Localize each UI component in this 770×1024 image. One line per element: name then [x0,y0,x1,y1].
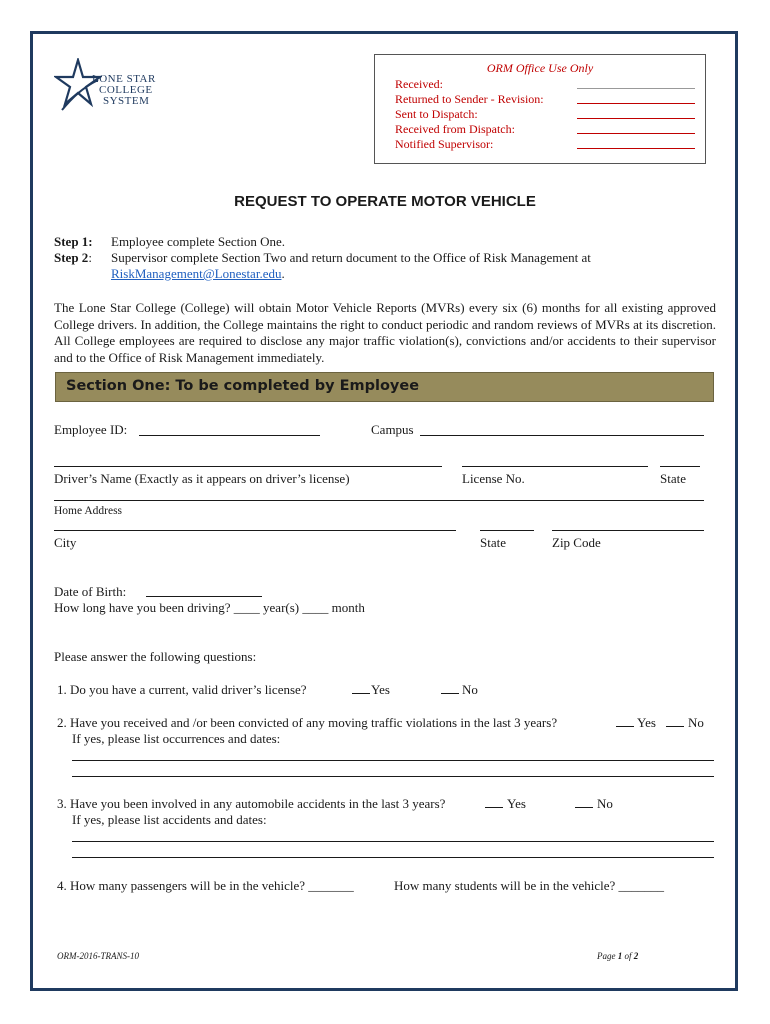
q2-no-label: No [688,715,704,730]
office-line-sent[interactable] [577,118,695,119]
question-4-students: How many students will be in the vehicle? _______ [394,878,665,893]
q2-answer-line-1[interactable] [72,760,714,761]
office-field-received: Received: [395,77,443,91]
logo-line-3: SYSTEM [103,95,150,107]
section-one-title: Section One: To be completed by Employee [66,378,420,394]
employee-id-label: Employee ID: [54,422,128,437]
office-line-received-dispatch[interactable] [577,133,695,134]
office-line-returned[interactable] [577,103,695,104]
q2-yes-blank[interactable] [616,726,634,727]
office-field-received-dispatch: Received from Dispatch: [395,122,515,136]
orm-office-use-box [374,54,706,164]
question-3-sub: If yes, please list accidents and dates: [72,812,267,827]
step2-text: Supervisor complete Section Two and return document to the Office of Risk Management at [111,250,591,265]
office-field-returned: Returned to Sender - Revision: [395,92,544,106]
q3-answer-line-1[interactable] [72,841,714,842]
office-field-notified: Notified Supervisor: [395,137,494,151]
campus-field[interactable] [420,435,704,436]
logo-line-1: LONE STAR [92,73,156,85]
state-label: State [480,535,506,550]
step1-label: Step 1: [54,234,93,249]
license-no-label: License No. [462,471,525,486]
q1-yes-label: Yes [371,682,390,697]
page-number [597,951,638,961]
dob-label: Date of Birth: [54,584,127,599]
license-state-label: State [660,471,686,486]
question-4-passengers: 4. How many passengers will be in the vehicle? _______ [57,878,354,893]
q3-no-blank[interactable] [575,807,593,808]
intro-paragraph: The Lone Star College (College) will obtain Motor Vehicle Reports (MVRs) every six (6) months for all existing approved College drivers. In addition, the College maintains the right to conduct periodic and random reviews of MVRs at its discretion. All College employees are required to disclose any major traffic violation(s), convictions and/or accidents to their supervisor and to the Office of Risk Management immediately. [54,300,716,365]
orm-office-heading: ORM Office Use Only [486,61,594,75]
page-total: 2 [633,951,639,961]
driving-duration-line: How long have you been driving? ____ year(s) ____ month [54,600,365,615]
step2-colon: : [88,250,92,265]
q2-answer-line-2[interactable] [72,776,714,777]
campus-label: Campus [371,422,414,437]
zip-field[interactable] [552,530,704,531]
page-title: REQUEST TO OPERATE MOTOR VEHICLE [234,193,536,210]
city-label: City [54,535,77,550]
q2-no-blank[interactable] [666,726,684,727]
office-line-notified[interactable] [577,148,695,149]
license-no-field[interactable] [462,466,648,467]
form-id: ORM-2016-TRANS-10 [57,951,139,961]
office-line-received[interactable] [577,88,695,89]
question-1: 1. Do you have a current, valid driver’s license? [57,682,307,697]
q1-no-blank[interactable] [441,693,459,694]
q3-yes-blank[interactable] [485,807,503,808]
star-icon [54,58,102,112]
q1-yes-blank[interactable] [352,693,370,694]
logo-line-2: COLLEGE [99,84,153,96]
step1-text: Employee complete Section One. [111,234,286,249]
page-mid: of [622,951,634,961]
license-state-field[interactable] [660,466,700,467]
page-current: 1 [617,951,623,961]
email-period: . [281,266,285,281]
q3-yes-label: Yes [507,796,526,811]
office-field-sent-dispatch: Sent to Dispatch: [395,107,478,121]
page-border [30,31,738,991]
q2-yes-label: Yes [637,715,656,730]
risk-management-email-link[interactable]: RiskManagement@Lonestar.edu [111,266,282,281]
drivers-name-field[interactable] [54,466,442,467]
section-one-header [55,372,714,402]
question-3: 3. Have you been involved in any automobile accidents in the last 3 years? [57,796,446,811]
q3-answer-line-2[interactable] [72,857,714,858]
question-2: 2. Have you received and /or been convicted of any moving traffic violations in the last 3 years? [57,715,558,730]
q1-no-label: No [462,682,478,697]
dob-field[interactable] [146,596,262,597]
home-address-field[interactable] [54,500,704,501]
drivers-name-label: Driver’s Name (Exactly as it appears on driver’s license) [54,471,350,486]
page-prefix: Page [597,951,618,961]
question-2-sub: If yes, please list occurrences and dates: [72,731,281,746]
step2-label: Step 2 [54,250,89,265]
questions-intro: Please answer the following questions: [54,649,257,664]
zip-label: Zip Code [552,535,601,550]
q3-no-label: No [597,796,613,811]
city-field[interactable] [54,530,456,531]
state-field[interactable] [480,530,534,531]
employee-id-field[interactable] [139,435,320,436]
home-address-label: Home Address [54,505,123,517]
